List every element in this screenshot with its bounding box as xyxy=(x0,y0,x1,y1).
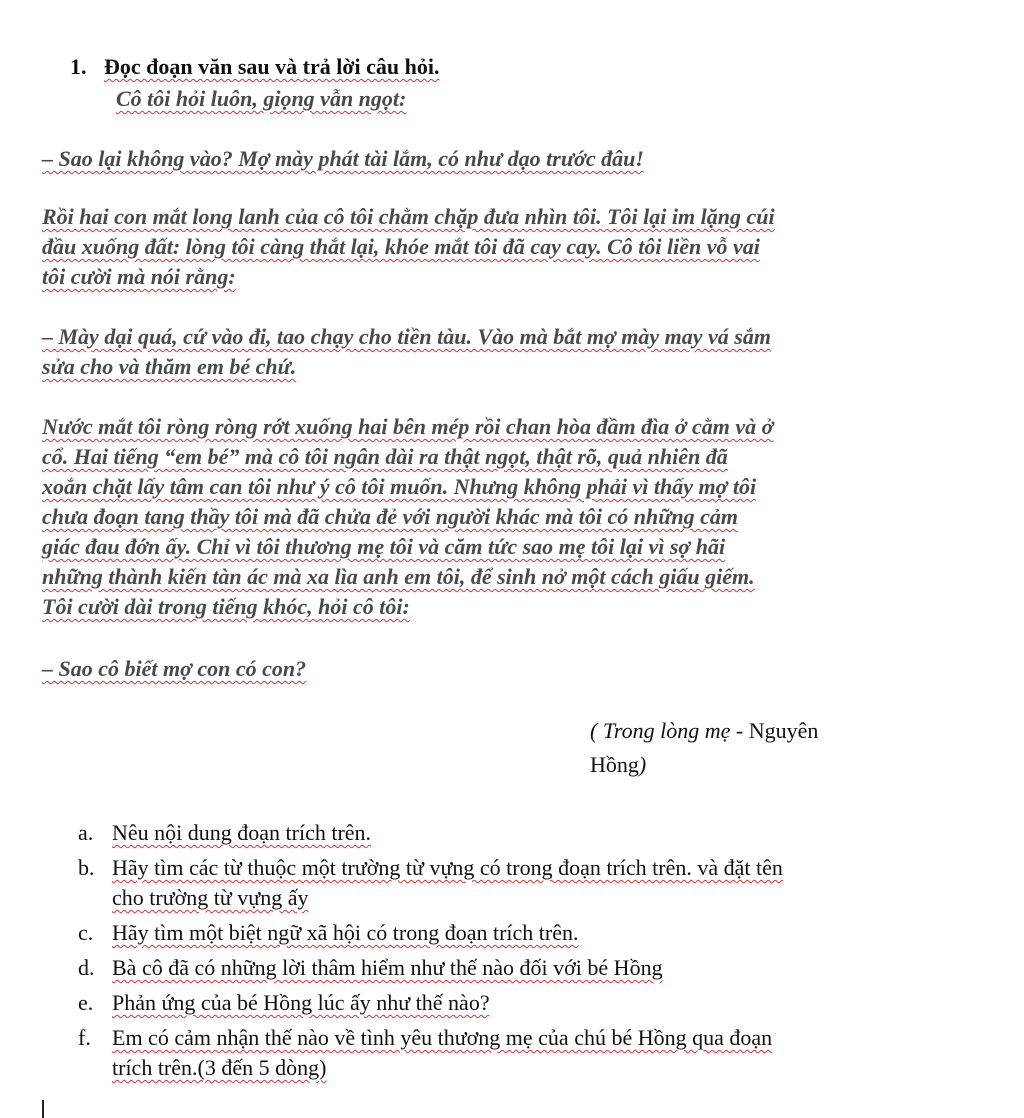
passage-line: – Mày dại quá, cứ vào đi, tao chạy cho tiền tàu. Vào mà bắt mợ mày may vá sắm xyxy=(42,324,771,349)
question-letter: e. xyxy=(78,990,94,1015)
passage-line: Cô tôi hỏi luôn, giọng vẫn ngọt: xyxy=(116,86,407,111)
question-text: Hãy tìm một biệt ngữ xã hội có trong đoạn trích trên. xyxy=(112,920,579,945)
passage-line: những thành kiến tàn ác mà xa lìa anh em tôi, để sinh nở một cách giấu giếm. xyxy=(42,564,755,589)
passage-line: sửa cho và thăm em bé chứ. xyxy=(42,354,297,379)
passage-line: tôi cười mà nói rằng: xyxy=(42,264,236,289)
question-text: Phản ứng của bé Hồng lúc ấy như thế nào? xyxy=(112,990,490,1015)
exercise-heading xyxy=(70,52,440,82)
question-text: Bà cô đã có những lời thâm hiểm như thế nào đối với bé Hồng xyxy=(112,955,663,980)
question-text: Hãy tìm các từ thuộc một trường từ vựng có trong đoạn trích trên. và đặt tên xyxy=(112,855,783,880)
passage-line: đầu xuống đất: lòng tôi càng thắt lại, khóe mắt tôi đã cay cay. Cô tôi liền vỗ vai xyxy=(42,234,760,259)
question-text: cho trường từ vựng ấy xyxy=(112,885,309,910)
passage-line: Rồi hai con mắt long lanh của cô tôi chằm chặp đưa nhìn tôi. Tôi lại im lặng cúi xyxy=(42,204,775,229)
question-letter: c. xyxy=(78,920,94,945)
passage-paragraph-1 xyxy=(42,144,942,174)
question-list xyxy=(78,818,958,1088)
citation-title: ( Trong lòng mẹ - xyxy=(590,718,749,743)
question-item xyxy=(78,918,958,948)
passage-intro xyxy=(116,84,1016,114)
question-letter: f. xyxy=(78,1025,91,1050)
question-letter: d. xyxy=(78,955,95,980)
question-item xyxy=(78,988,958,1018)
question-text: Em có cảm nhận thế nào về tình yêu thương mẹ của chú bé Hồng qua đoạn xyxy=(112,1025,773,1050)
question-item xyxy=(78,818,958,848)
passage-paragraph-4 xyxy=(42,412,942,622)
question-text: Nêu nội dung đoạn trích trên. xyxy=(112,820,372,845)
citation-author-first: Nguyên xyxy=(748,718,819,743)
passage-line: cổ. Hai tiếng “em bé” mà cô tôi ngân dài ra thật ngọt, thật rõ, quả nhiên đã xyxy=(42,444,728,469)
question-text: trích trên.(3 đến 5 dòng) xyxy=(112,1055,327,1080)
passage-line: Nước mắt tôi ròng ròng rớt xuống hai bên mép rồi chan hòa đầm đìa ở cằm và ở xyxy=(42,414,774,439)
passage-paragraph-5 xyxy=(42,654,942,684)
passage-paragraph-2 xyxy=(42,202,942,292)
citation-author-last: Hồng xyxy=(590,752,639,777)
text-cursor[interactable] xyxy=(42,1100,44,1118)
question-letter: b. xyxy=(78,855,95,880)
source-citation xyxy=(590,714,818,782)
question-item xyxy=(78,853,958,913)
exercise-title: Đọc đoạn văn sau và trả lời câu hỏi. xyxy=(104,54,440,79)
passage-line: chưa đoạn tang thầy tôi mà đã chửa đẻ với người khác mà tôi có những cảm xyxy=(42,504,739,529)
passage-line: – Sao lại không vào? Mợ mày phát tài lắm, có như dạo trước đâu! xyxy=(42,146,644,171)
passage-line: – Sao cô biết mợ con có con? xyxy=(42,656,307,681)
passage-paragraph-3 xyxy=(42,322,942,382)
passage-line: giác đau đớn ấy. Chỉ vì tôi thương mẹ tôi và căm tức sao mẹ tôi lại vì sợ hãi xyxy=(42,534,726,559)
passage-line: xoắn chặt lấy tâm can tôi như ý cô tôi muốn. Nhưng không phải vì thấy mợ tôi xyxy=(42,474,757,499)
passage-line: Tôi cười dài trong tiếng khóc, hỏi cô tôi: xyxy=(42,594,410,619)
question-item xyxy=(78,1023,958,1083)
exercise-number: 1. xyxy=(70,54,87,79)
question-item xyxy=(78,953,958,983)
question-letter: a. xyxy=(78,820,94,845)
citation-close: ) xyxy=(638,752,647,777)
